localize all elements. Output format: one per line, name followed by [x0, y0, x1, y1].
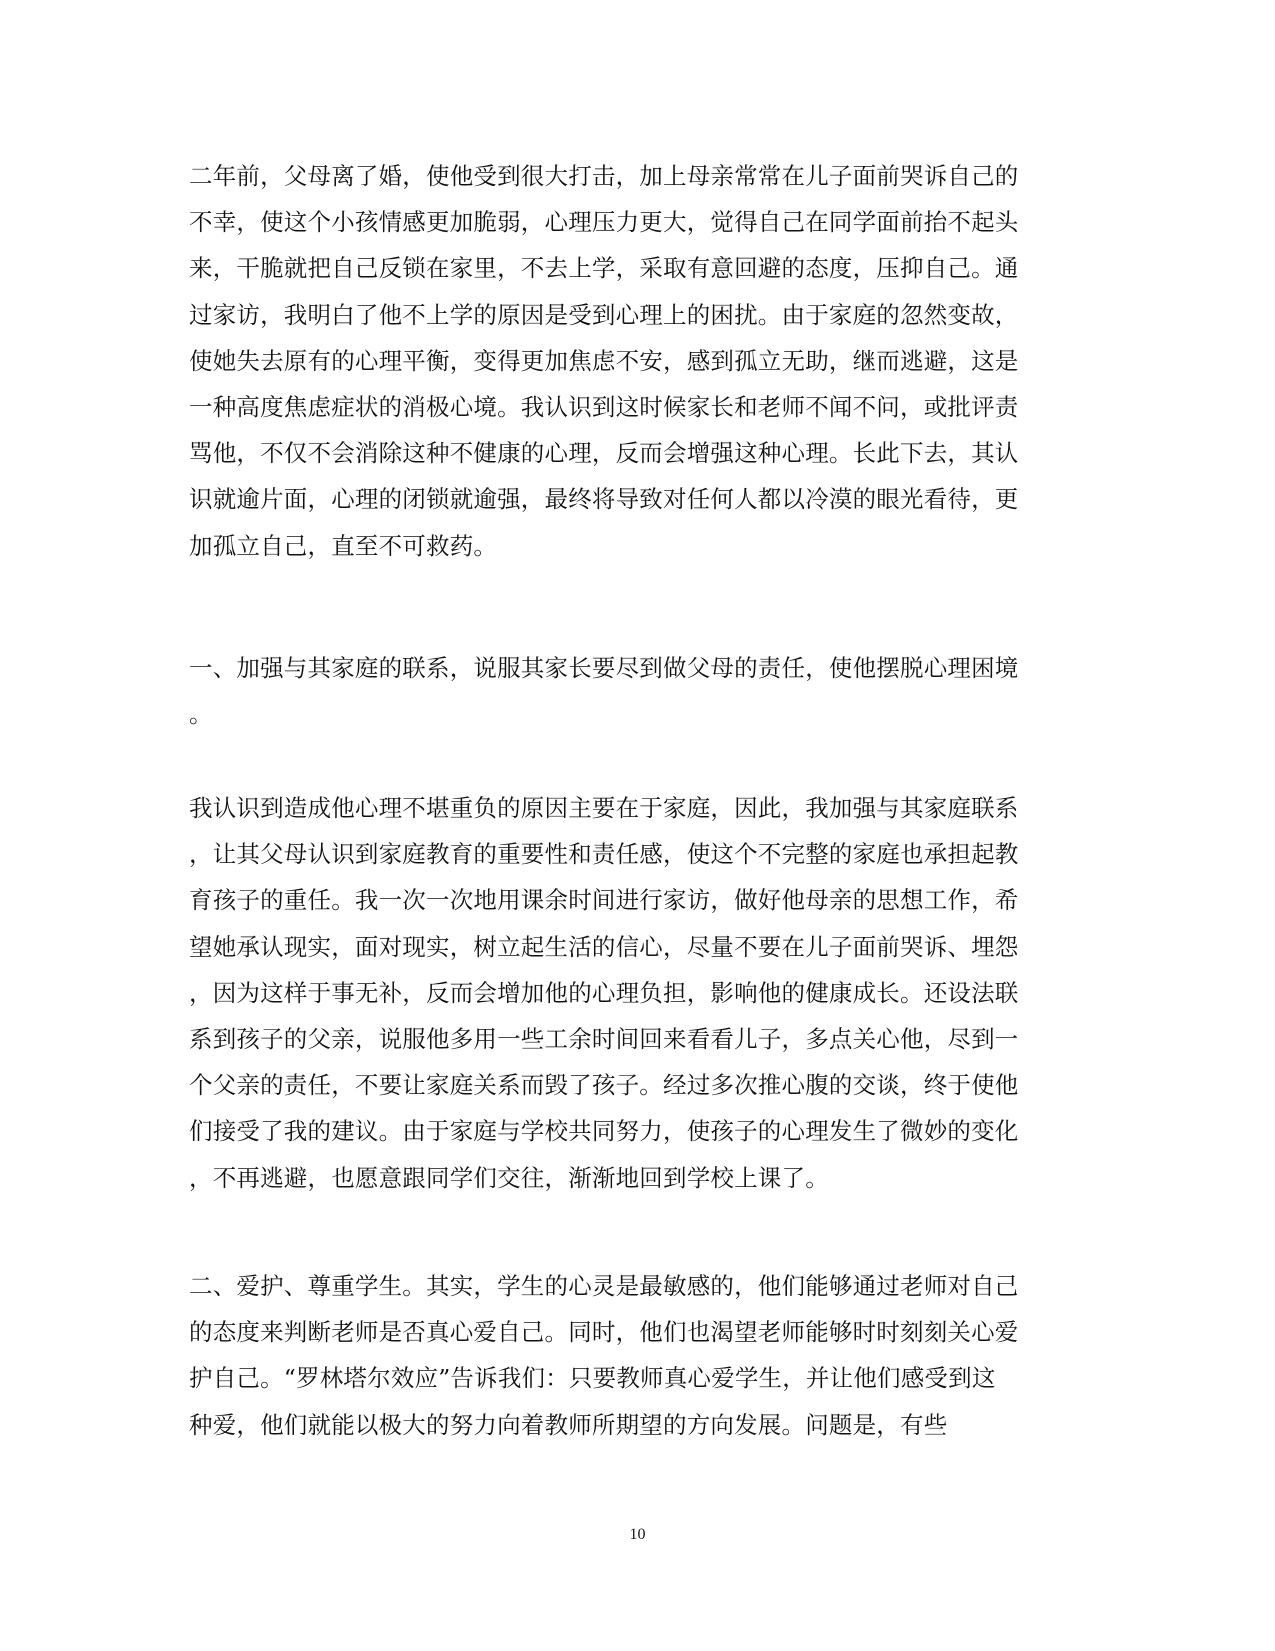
paragraph-family-contact: [189, 785, 1069, 1201]
text-line: 识就逾片面，心理的闭锁就逾强，最终将导致对任何人都以冷漠的眼光看待，更: [189, 485, 1019, 514]
text-line: 育孩子的重任。我一次一次地用课余时间进行家访，做好他母亲的思想工作，希: [189, 886, 1019, 915]
text-line: 二年前，父母离了婚，使他受到很大打击，加上母亲常常在儿子面前哭诉自己的: [189, 162, 1019, 190]
text-line: 护自己。“罗林塔尔效应”告诉我们：只要教师真心爱学生，并让他们感受到这: [189, 1364, 996, 1393]
text-line: 系到孩子的父亲，说服他多用一些工余时间回来看看儿子，多点关心他，尽到一: [189, 1024, 1019, 1053]
text-line: 使她失去原有的心理平衡，变得更加焦虑不安，感到孤立无助，继而逃避，这是: [189, 346, 1019, 375]
section-heading-one: [189, 645, 1069, 737]
text-line: 。: [189, 700, 213, 729]
text-line: 过家访，我明白了他不上学的原因是受到心理上的困扰。由于家庭的忽然变故，: [189, 300, 1019, 329]
text-line: 不幸，使这个小孩情感更加脆弱，心理压力更大，觉得自己在同学面前抬不起头: [189, 208, 1019, 237]
text-line: 二、爱护、尊重学生。其实，学生的心灵是最敏感的，他们能够通过老师对自己: [189, 1272, 1019, 1300]
section-heading-two-paragraph: [189, 1263, 1069, 1448]
text-line: ，让其父母认识到家庭教育的重要性和责任感，使这个不完整的家庭也承担起教: [189, 840, 1019, 869]
text-line: 加孤立自己，直至不可救药。: [189, 531, 498, 560]
text-line: 个父亲的责任，不要让家庭关系而毁了孩子。经过多次推心腹的交谈，终于使他: [189, 1071, 1019, 1100]
text-line: 来，干脆就把自己反锁在家里，不去上学，采取有意回避的态度，压抑自己。通: [189, 254, 1019, 283]
text-line: ，因为这样于事无补，反而会增加他的心理负担，影响他的健康成长。还设法联: [189, 978, 1019, 1007]
text-line: 骂他，不仅不会消除这种不健康的心理，反而会增强这种心理。长此下去，其认: [189, 439, 1019, 468]
text-line: 望她承认现实，面对现实，树立起生活的信心，尽量不要在儿子面前哭诉、埋怨: [189, 932, 1019, 961]
text-line: ，不再逃避，也愿意跟同学们交往，渐渐地回到学校上课了。: [189, 1163, 829, 1192]
text-line: 们接受了我的建议。由于家庭与学校共同努力，使孩子的心理发生了微妙的变化: [189, 1117, 1019, 1146]
text-line: 我认识到造成他心理不堪重负的原因主要在于家庭，因此，我加强与其家庭联系: [189, 794, 1019, 822]
page-number: 10: [629, 1526, 646, 1543]
paragraph-family-background: [189, 153, 1069, 569]
text-line: 种爱，他们就能以极大的努力向着教师所期望的方向发展。问题是，有些: [189, 1410, 948, 1439]
text-line: 的态度来判断老师是否真心爱自己。同时，他们也渴望老师能够时时刻刻关心爱: [189, 1318, 1019, 1347]
text-line: 一种高度焦虑症状的消极心境。我认识到这时候家长和老师不闻不问，或批评责: [189, 392, 1019, 421]
text-line: 一、加强与其家庭的联系，说服其家长要尽到做父母的责任，使他摆脱心理困境: [189, 654, 1019, 682]
